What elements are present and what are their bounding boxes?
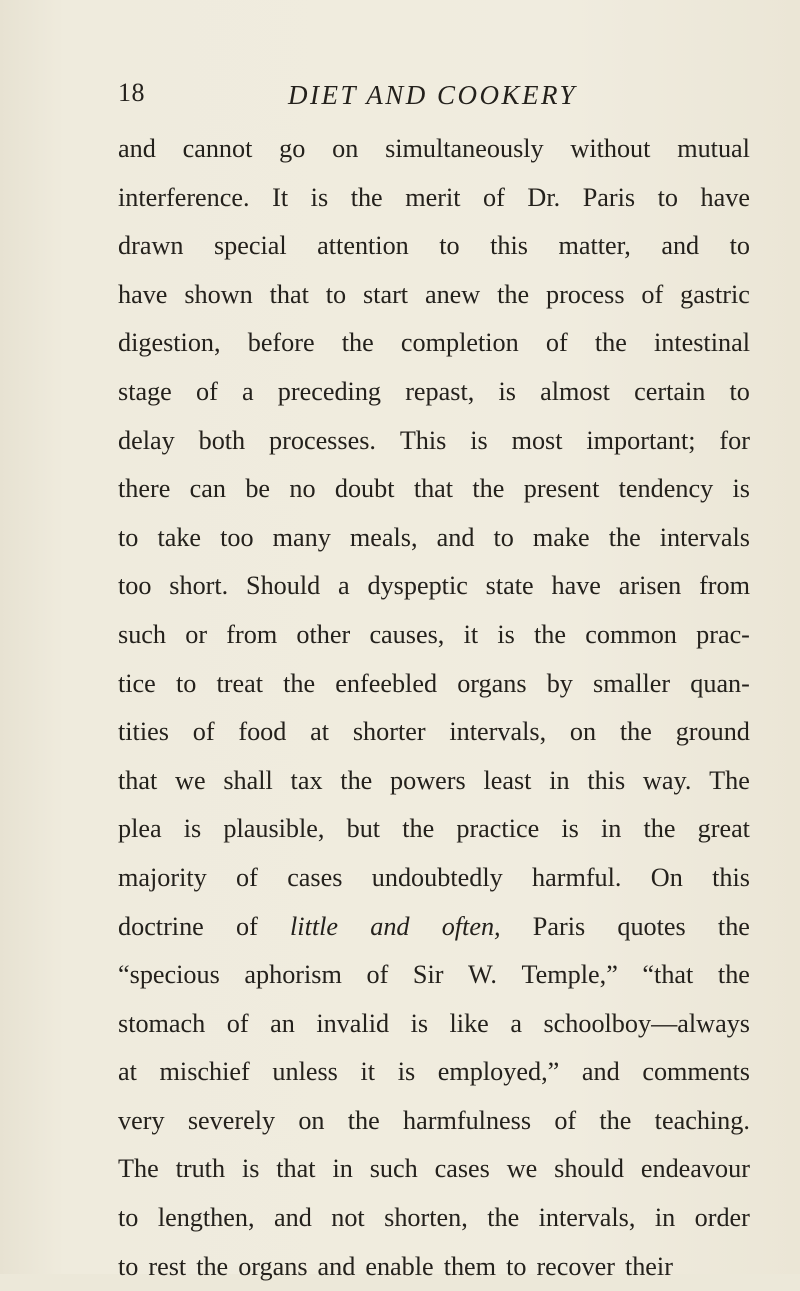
- word: the: [283, 668, 316, 698]
- word: certain: [634, 376, 706, 406]
- word: truth: [175, 1154, 226, 1184]
- word: mischief: [159, 1057, 250, 1087]
- word: from: [699, 571, 750, 601]
- word: by: [546, 668, 573, 698]
- word: without: [570, 134, 651, 163]
- word: invalid: [316, 1008, 390, 1038]
- word: anew: [424, 279, 481, 309]
- word: cases: [287, 862, 343, 892]
- word: the: [594, 328, 627, 358]
- word: rest: [148, 1251, 187, 1281]
- word: Paris: [582, 182, 636, 212]
- word: interference.: [118, 182, 250, 212]
- word: and: [273, 1203, 312, 1233]
- text-line: [118, 1048, 750, 1097]
- word: at: [310, 717, 330, 747]
- word: Paris: [532, 911, 586, 941]
- word: “specious: [118, 960, 220, 990]
- word: almost: [540, 376, 610, 406]
- word: schoolboy—always: [543, 1008, 750, 1038]
- word: stomach: [118, 1008, 206, 1038]
- word: cases: [434, 1154, 490, 1184]
- word: have: [551, 571, 601, 601]
- word: this: [712, 862, 750, 892]
- word: is: [183, 814, 202, 844]
- word: but: [346, 814, 381, 844]
- word: in: [549, 765, 570, 795]
- word: intervals: [659, 522, 750, 552]
- word: or: [185, 619, 208, 649]
- word: is: [410, 1008, 429, 1038]
- word: in: [332, 1154, 353, 1184]
- word: there: [118, 474, 171, 504]
- word: from: [226, 619, 278, 649]
- word: of: [545, 328, 568, 358]
- word: The: [118, 1154, 159, 1184]
- word: common: [585, 619, 677, 649]
- word: process: [545, 279, 625, 309]
- word: is: [241, 1154, 260, 1184]
- word: drawn: [118, 231, 184, 261]
- text-line: [118, 1145, 750, 1194]
- word: tice: [118, 668, 156, 698]
- word: a: [510, 1008, 522, 1038]
- word: should: [554, 1154, 624, 1184]
- word: a: [338, 571, 350, 601]
- word: the: [402, 814, 435, 844]
- word: unless: [272, 1057, 338, 1087]
- word: gastric: [680, 279, 750, 309]
- word: simultaneously: [385, 134, 544, 163]
- text-line: [118, 562, 750, 611]
- word: recover: [536, 1251, 615, 1281]
- text-line: [118, 271, 750, 320]
- word: This: [399, 425, 447, 455]
- page-number: 18: [118, 78, 145, 107]
- word: endeavour: [640, 1154, 750, 1184]
- word: tendency: [618, 474, 714, 504]
- word: many: [272, 522, 331, 552]
- word: W.: [468, 960, 497, 990]
- word: shown: [184, 279, 253, 309]
- word: and: [436, 522, 475, 552]
- text-line: [118, 1194, 750, 1243]
- word: short.: [169, 571, 229, 601]
- word: that: [413, 474, 454, 504]
- text-line: [118, 417, 750, 466]
- text-line: [118, 903, 750, 952]
- word: preceding: [277, 376, 382, 406]
- word: in: [654, 1203, 676, 1233]
- word: often,: [441, 911, 501, 941]
- word: of: [195, 376, 218, 406]
- word: very: [118, 1105, 165, 1135]
- text-line: [118, 465, 750, 514]
- word: great: [697, 814, 750, 844]
- word: such: [118, 619, 167, 649]
- word: comments: [642, 1057, 750, 1087]
- word: it: [463, 619, 479, 649]
- word: Dr.: [527, 182, 561, 212]
- word: The: [709, 765, 750, 795]
- word: the: [717, 960, 750, 990]
- word: quotes: [617, 911, 686, 941]
- text-line: [118, 368, 750, 417]
- word: that: [276, 1154, 316, 1184]
- text-line: [118, 125, 750, 174]
- word: the: [497, 279, 530, 309]
- text-line: [118, 660, 750, 709]
- word: tax: [290, 765, 323, 795]
- body-text: [118, 125, 750, 1291]
- word: mutual: [677, 134, 750, 163]
- word: and: [581, 1057, 620, 1087]
- word: and: [317, 1251, 356, 1281]
- word: attention: [317, 231, 409, 261]
- word: is: [397, 1057, 416, 1087]
- word: ground: [675, 717, 750, 747]
- word: on: [298, 1105, 325, 1135]
- word: their: [624, 1251, 673, 1281]
- word: important;: [586, 425, 696, 455]
- word: powers: [390, 765, 466, 795]
- word: an: [270, 1008, 295, 1038]
- word: on: [332, 134, 359, 163]
- word: take: [157, 522, 202, 552]
- word: of: [236, 862, 258, 892]
- word: employed,”: [437, 1057, 560, 1087]
- word: Should: [246, 571, 321, 601]
- word: aphorism: [244, 960, 342, 990]
- word: the: [643, 814, 676, 844]
- word: a: [241, 376, 254, 406]
- word: of: [226, 1008, 249, 1038]
- text-line: [118, 514, 750, 563]
- word: enable: [365, 1251, 434, 1281]
- word: to: [506, 1251, 527, 1281]
- word: lengthen,: [157, 1203, 255, 1233]
- word: way.: [642, 765, 692, 795]
- word: intervals,: [538, 1203, 636, 1233]
- text-line: [118, 1097, 750, 1146]
- word: cannot: [182, 134, 253, 163]
- text-line: [118, 222, 750, 271]
- word: to: [118, 1251, 139, 1281]
- word: order: [694, 1203, 750, 1233]
- word: Temple,”: [521, 960, 618, 990]
- word: harmful.: [532, 862, 622, 892]
- word: is: [470, 425, 488, 455]
- word: “that: [642, 960, 694, 990]
- word: completion: [400, 328, 519, 358]
- text-line: [118, 1000, 750, 1049]
- word: plea: [118, 814, 162, 844]
- word: like: [449, 1008, 489, 1038]
- word: for: [719, 425, 750, 455]
- word: least: [483, 765, 532, 795]
- word: the: [599, 1105, 632, 1135]
- text-line: [118, 319, 750, 368]
- word: the: [472, 474, 505, 504]
- word: shorter: [352, 717, 426, 747]
- word: to: [493, 522, 514, 552]
- word: meals,: [349, 522, 418, 552]
- word: matter,: [558, 231, 631, 261]
- word: the: [350, 182, 383, 212]
- word: It: [272, 182, 289, 212]
- word: have: [118, 279, 168, 309]
- word: severely: [187, 1105, 276, 1135]
- word: undoubtedly: [371, 862, 503, 892]
- word: before: [247, 328, 315, 358]
- word: smaller: [593, 668, 671, 698]
- word: most: [511, 425, 563, 455]
- word: organs: [238, 1251, 308, 1281]
- running-title: DIET AND COOKERY: [288, 80, 578, 110]
- word: dyspeptic: [367, 571, 468, 601]
- word: start: [362, 279, 409, 309]
- word: in: [600, 814, 622, 844]
- word: present: [523, 474, 600, 504]
- word: make: [532, 522, 590, 552]
- word: is: [497, 619, 515, 649]
- word: majority: [118, 862, 207, 892]
- word: delay: [118, 425, 175, 455]
- word: repast,: [405, 376, 475, 406]
- word: plausible,: [223, 814, 325, 844]
- word: to: [118, 1203, 139, 1233]
- text-line: [118, 757, 750, 806]
- word: harmfulness: [403, 1105, 532, 1135]
- word: merit: [405, 182, 461, 212]
- word: doubt: [334, 474, 395, 504]
- word: the: [196, 1251, 229, 1281]
- word: intestinal: [653, 328, 750, 358]
- word: that: [269, 279, 309, 309]
- word: them: [443, 1251, 497, 1281]
- word: this: [587, 765, 626, 795]
- word: no: [289, 474, 316, 504]
- word: shorten,: [384, 1203, 468, 1233]
- word: is: [561, 814, 579, 844]
- word: to: [729, 231, 750, 261]
- word: is: [732, 474, 750, 504]
- word: is: [498, 376, 516, 406]
- word: Sir: [412, 960, 444, 990]
- word: the: [347, 1105, 380, 1135]
- word: of: [192, 717, 215, 747]
- text-line: [118, 951, 750, 1000]
- word: prac-: [696, 619, 750, 649]
- word: this: [490, 231, 528, 261]
- word: treat: [216, 668, 263, 698]
- word: be: [245, 474, 271, 504]
- word: such: [369, 1154, 418, 1184]
- word: On: [650, 862, 683, 892]
- word: can: [189, 474, 226, 504]
- word: other: [296, 619, 351, 649]
- word: too: [220, 522, 254, 552]
- word: of: [483, 182, 505, 212]
- word: of: [236, 911, 258, 941]
- word: we: [175, 765, 206, 795]
- word: on: [569, 717, 597, 747]
- word: we: [506, 1154, 538, 1184]
- word: to: [118, 522, 139, 552]
- word: arisen: [618, 571, 682, 601]
- word: digestion,: [118, 328, 221, 358]
- word: the: [340, 765, 373, 795]
- word: enfeebled: [335, 668, 438, 698]
- word: the: [341, 328, 374, 358]
- word: and: [661, 231, 700, 261]
- word: not: [331, 1203, 365, 1233]
- text-line: [118, 854, 750, 903]
- word: organs: [457, 668, 527, 698]
- word: food: [238, 717, 287, 747]
- word: shall: [223, 765, 273, 795]
- word: at: [118, 1057, 137, 1087]
- word: special: [213, 231, 287, 261]
- word: is: [310, 182, 329, 212]
- text-line: [118, 805, 750, 854]
- word: processes.: [269, 425, 376, 455]
- word: quan-: [690, 668, 750, 698]
- word: the: [717, 911, 750, 941]
- word: and: [370, 911, 410, 941]
- word: to: [729, 376, 750, 406]
- word: the: [608, 522, 641, 552]
- word: practice: [456, 814, 540, 844]
- text-line: [118, 174, 750, 223]
- word: the: [619, 717, 652, 747]
- word: both: [198, 425, 246, 455]
- word: stage: [118, 376, 172, 406]
- text-line: [118, 708, 750, 757]
- word: tities: [118, 717, 169, 747]
- word: to: [657, 182, 678, 212]
- word: to: [325, 279, 347, 309]
- word: that: [118, 765, 158, 795]
- word: of: [366, 960, 389, 990]
- word: state: [485, 571, 534, 601]
- word: and: [118, 134, 156, 163]
- word: causes,: [369, 619, 445, 649]
- text-line: [118, 611, 750, 660]
- word: little: [290, 911, 339, 941]
- word: to: [439, 231, 460, 261]
- word: teaching.: [654, 1105, 750, 1135]
- word: to: [175, 668, 197, 698]
- word: the: [534, 619, 567, 649]
- word: it: [360, 1057, 376, 1087]
- word: go: [279, 134, 306, 163]
- word: of: [554, 1105, 577, 1135]
- word: doctrine: [118, 911, 204, 941]
- word: the: [487, 1203, 520, 1233]
- text-line: [118, 1243, 750, 1291]
- word: too: [118, 571, 152, 601]
- word: of: [641, 279, 664, 309]
- word: intervals,: [449, 717, 547, 747]
- word: have: [700, 182, 750, 212]
